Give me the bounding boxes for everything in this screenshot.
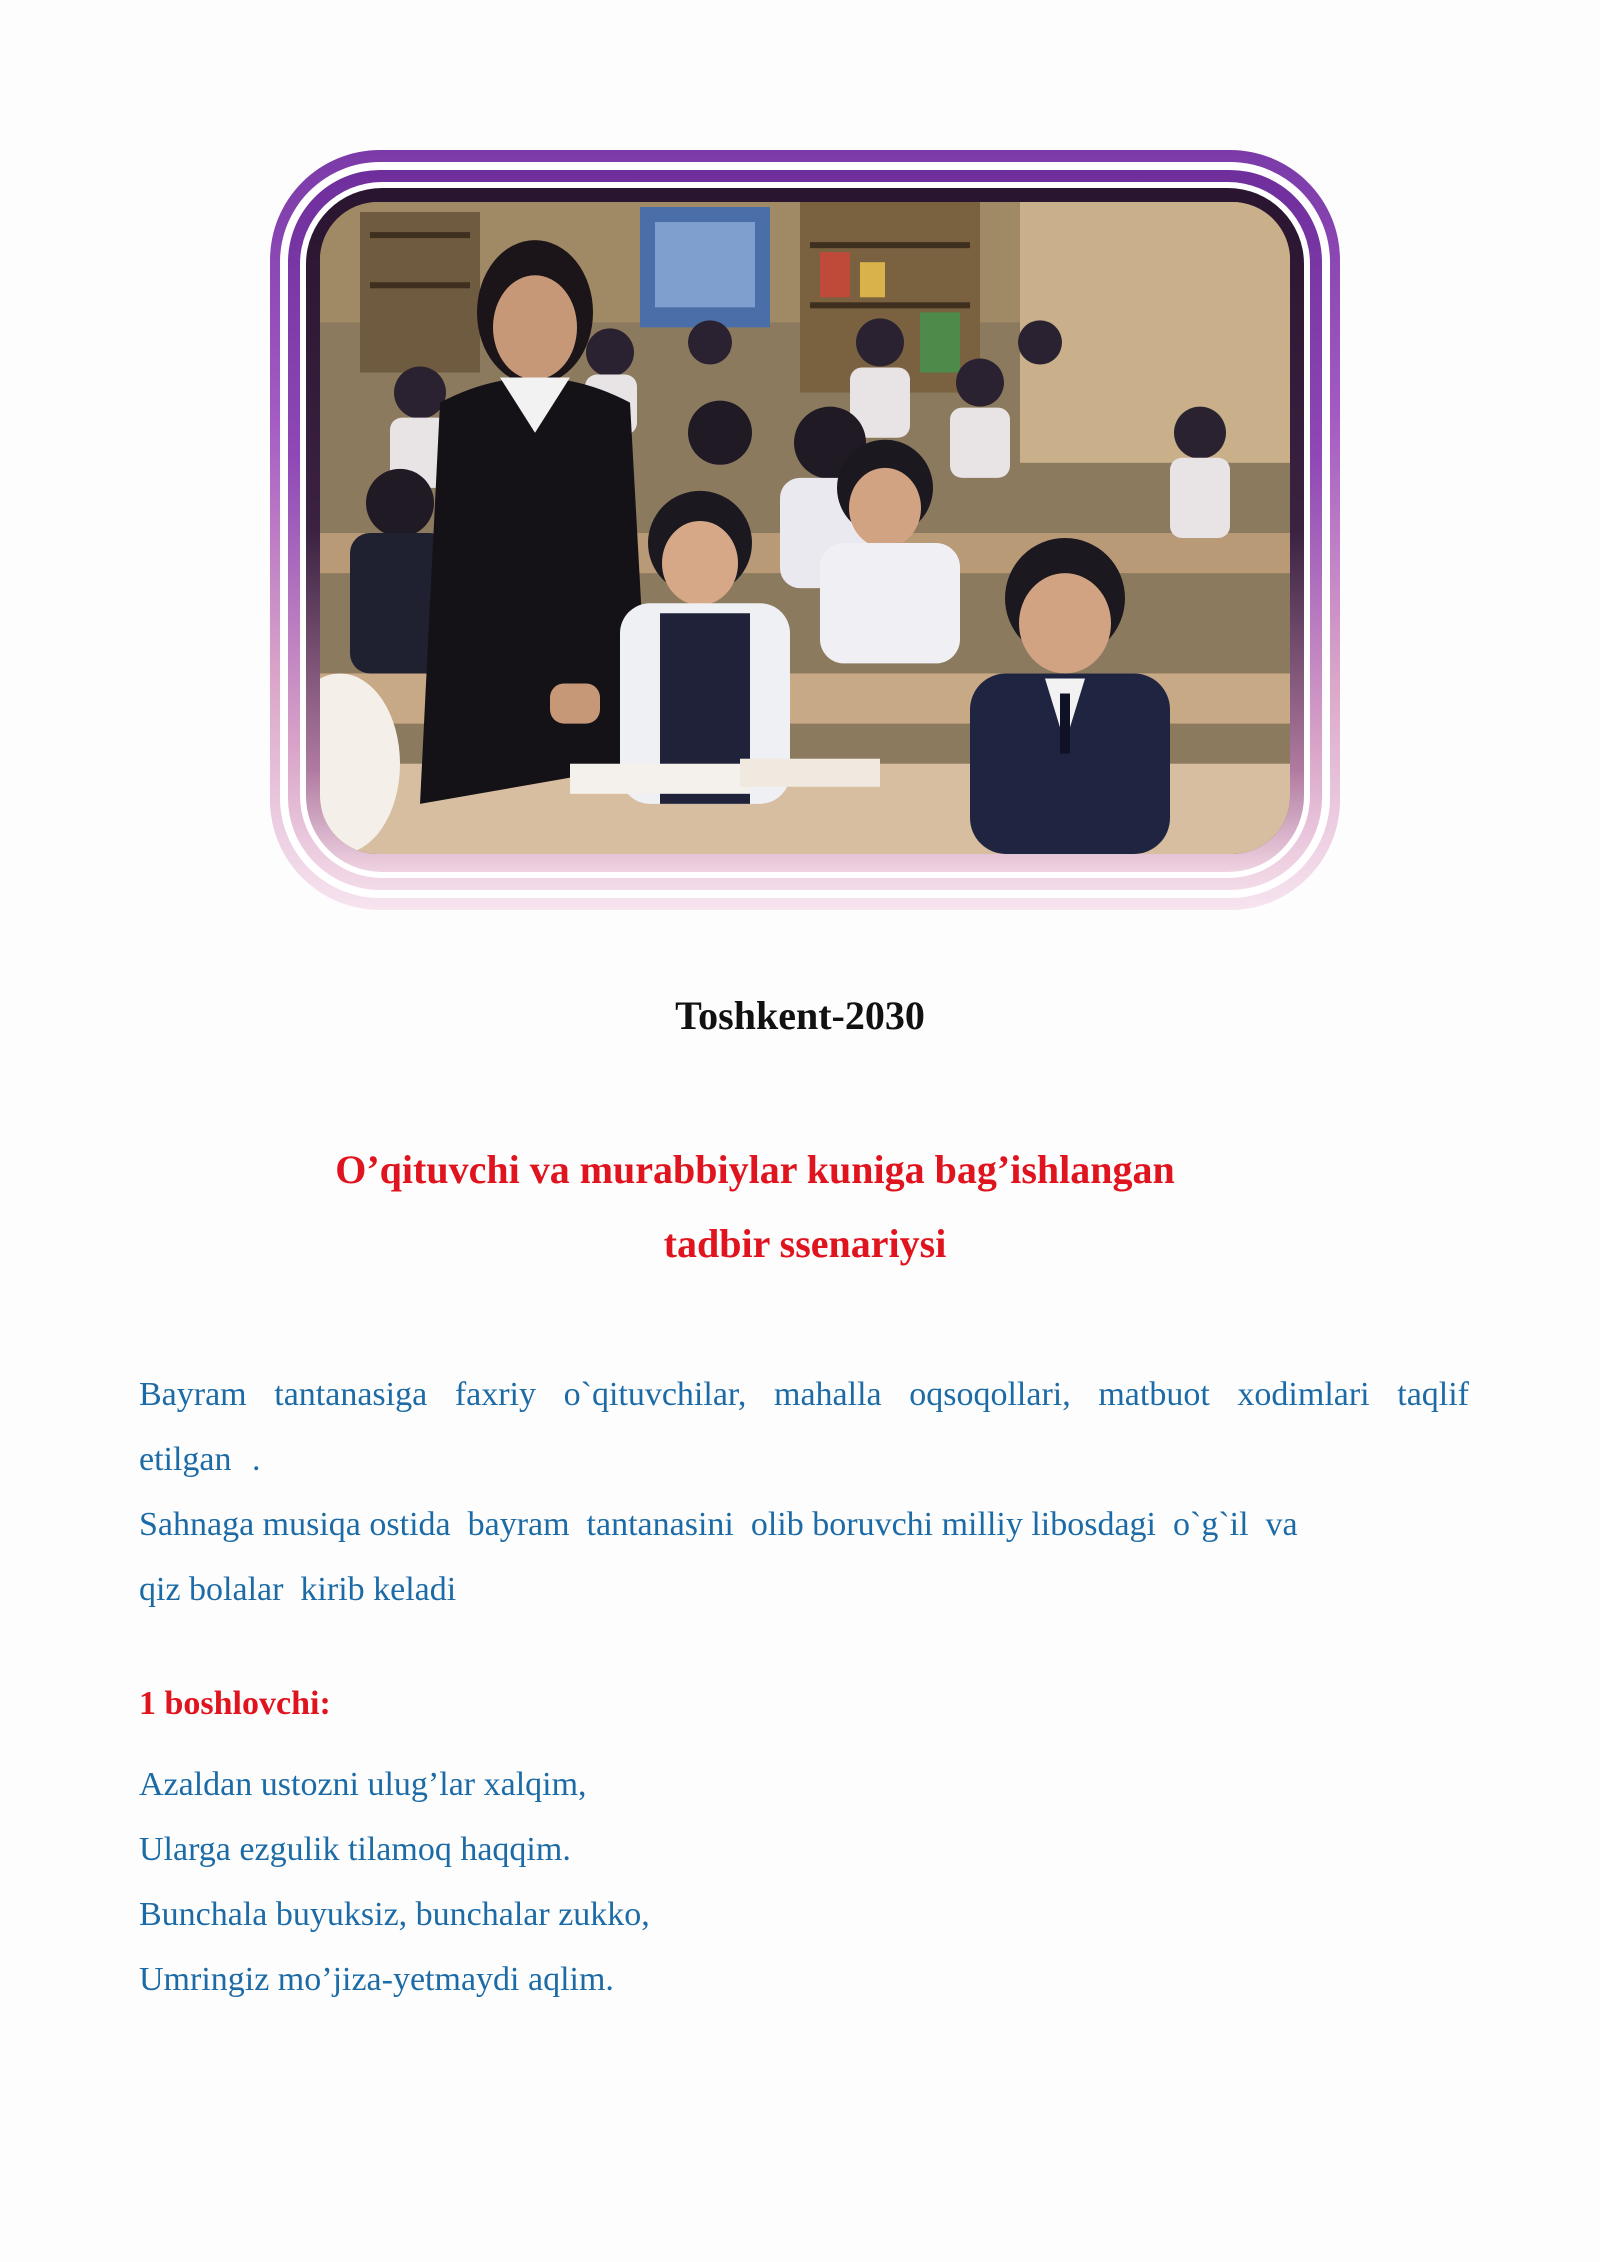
- speaker-label: 1 boshlovchi:: [139, 1685, 331, 1722]
- classroom-photo: [320, 202, 1290, 854]
- city-year: Toshkent-2030: [675, 993, 925, 1038]
- document-title-line-1: O’qituvchi va murabbiylar kuniga bag’ishlangan: [335, 1147, 1175, 1192]
- classroom-photo-icon: [320, 202, 1290, 854]
- verse-line: Ularga ezgulik tilamoq haqqim.: [139, 1831, 571, 1868]
- classroom-photo-frame: [270, 150, 1340, 910]
- intro-paragraph-2-line-1: Sahnaga musiqa ostida bayram tantanasini olib boruvchi milliy libosdagi o`g`il va: [139, 1506, 1298, 1543]
- verse-line: Umringiz mo’jiza-yetmaydi aqlim.: [139, 1961, 614, 1998]
- intro-paragraph-1: Bayram tantanasiga faxriy o`qituvchilar, mahalla oqsoqollari, matbuot xodimlari taqlif etilgan .: [139, 1376, 1469, 1478]
- intro-paragraph-2: [139, 1492, 1469, 1622]
- verse-line: Azaldan ustozni ulug’lar xalqim,: [139, 1766, 587, 1803]
- verse-line: Bunchala buyuksiz, bunchalar zukko,: [139, 1896, 650, 1933]
- verse: [139, 1752, 650, 2012]
- intro-paragraph-2-line-2: qiz bolalar kirib keladi: [139, 1571, 457, 1608]
- document-title-line-2: tadbir ssenariysi: [663, 1221, 947, 1266]
